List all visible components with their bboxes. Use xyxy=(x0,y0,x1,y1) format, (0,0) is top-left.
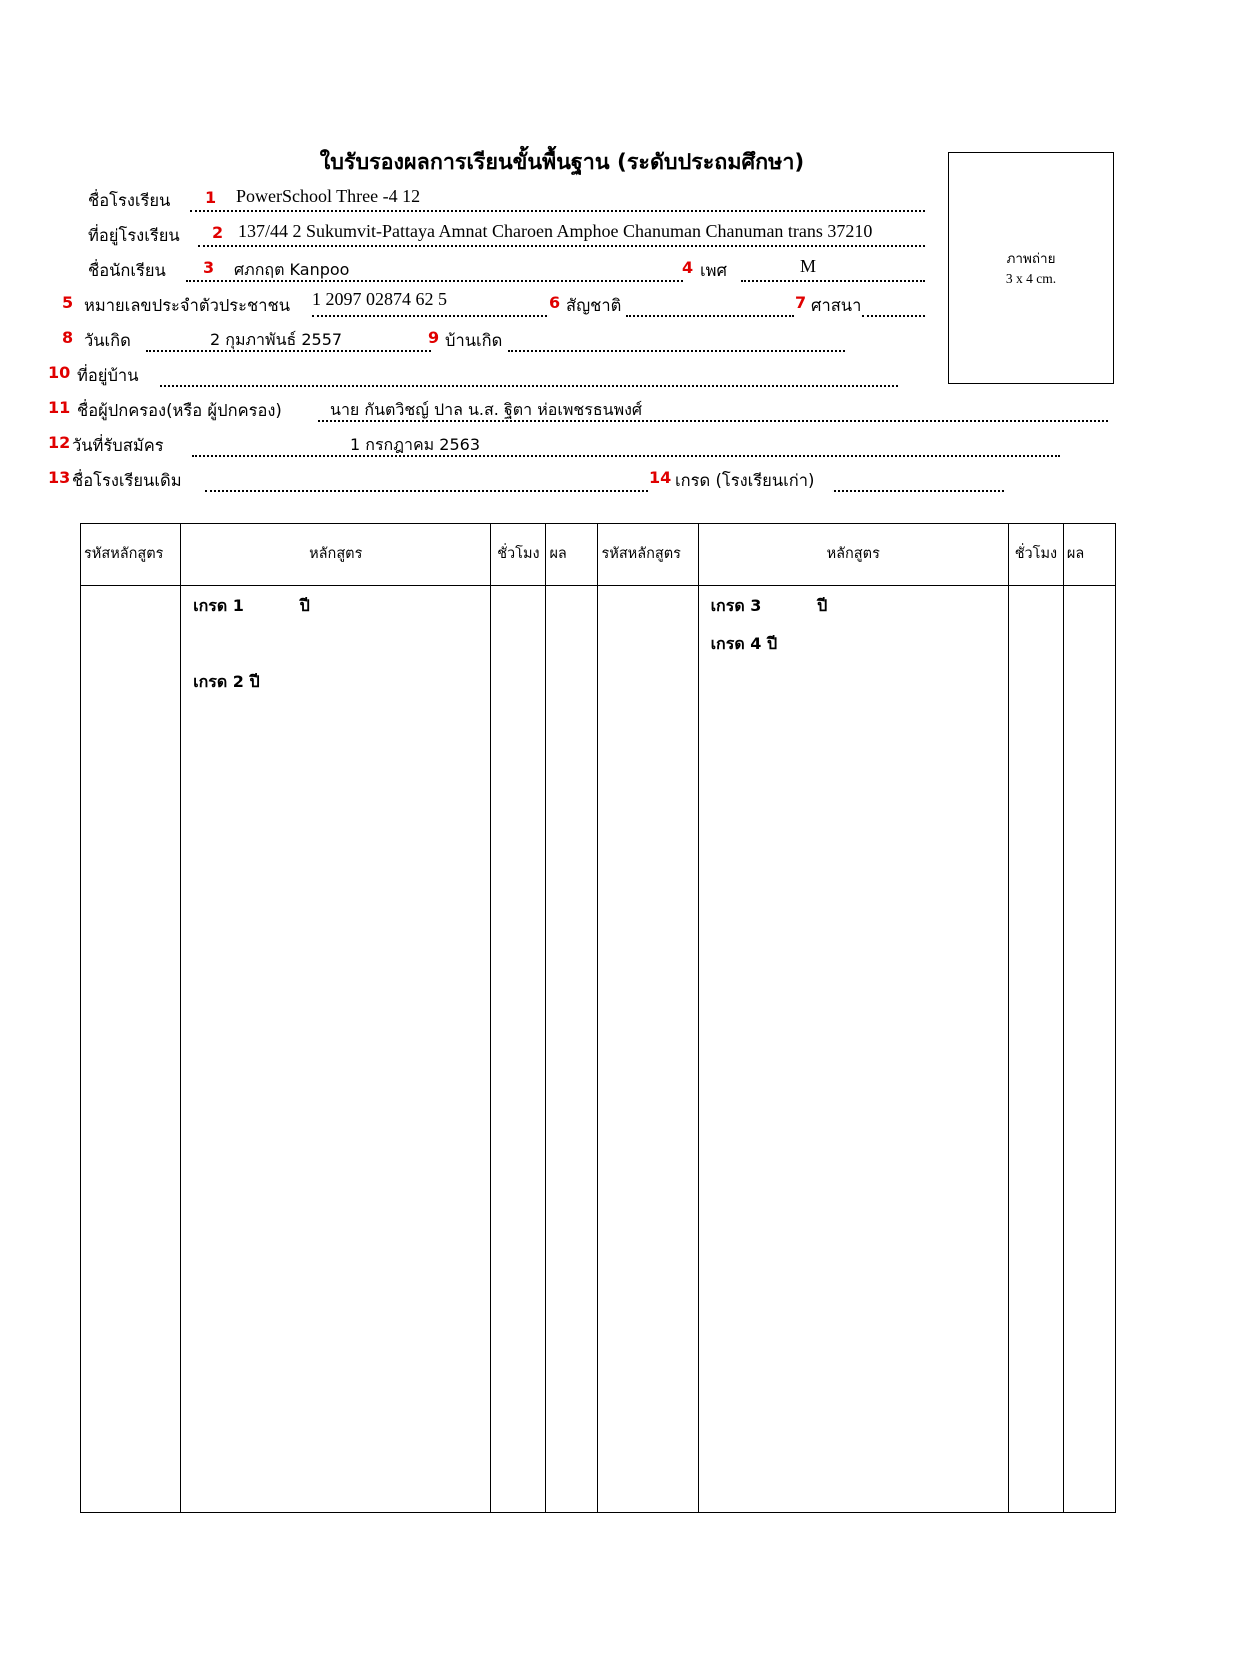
label-birthdate: วันเกิด xyxy=(84,331,131,350)
header-code-left xyxy=(81,524,181,586)
header-hours-right xyxy=(1008,524,1063,586)
label-gender: เพศ xyxy=(700,261,727,280)
list-item xyxy=(193,632,490,670)
dotted-line-school-address xyxy=(198,245,925,247)
header-result-left xyxy=(546,524,598,586)
cell-result-right[interactable] xyxy=(1063,586,1115,1513)
label-previous-grade: เกรด (โรงเรียนเก่า) xyxy=(675,471,815,490)
field-row-school-name xyxy=(0,188,1244,223)
header-course-right-label: หลักสูตร xyxy=(826,546,880,563)
label-school-name: ชื่อโรงเรียน xyxy=(88,191,171,210)
value-school-name[interactable]: PowerSchool Three -4 12 xyxy=(236,186,421,206)
value-guardian[interactable]: นาย กันตวิชญ์ ปาล น.ส. ฐิตา ห่อเพชรธนพงศ์ xyxy=(330,400,643,419)
header-course-right xyxy=(698,524,1008,586)
cell-code-left[interactable] xyxy=(81,586,181,1513)
courses-table xyxy=(80,523,1116,1513)
field-number-1: 1 xyxy=(205,188,217,207)
cell-hours-right[interactable] xyxy=(1008,586,1063,1513)
value-admission-date[interactable]: 1 กรกฎาคม 2563 xyxy=(350,435,481,454)
field-number-2: 2 xyxy=(212,223,224,242)
field-row-student-name xyxy=(0,258,1244,293)
field-number-3: 3 xyxy=(203,258,215,277)
header-hours-right-label: ชั่วโมง xyxy=(1014,546,1058,563)
field-row-guardian xyxy=(0,398,1244,433)
label-school-address: ที่อยู่โรงเรียน xyxy=(88,226,180,245)
course-list-left xyxy=(181,586,490,708)
label-previous-school: ชื่อโรงเรียนเดิม xyxy=(72,471,182,490)
field-row-admission-date xyxy=(0,433,1244,468)
header-result-right xyxy=(1063,524,1115,586)
field-number-11: 11 xyxy=(48,398,71,417)
list-item: เกรด 3 ปี xyxy=(710,596,828,615)
header-result-left-label: ผล xyxy=(549,546,567,563)
field-number-5: 5 xyxy=(62,293,74,312)
label-student-name: ชื่อนักเรียน xyxy=(88,261,166,280)
list-item: เกรด 2 ปี xyxy=(193,672,260,691)
dotted-line-religion xyxy=(862,315,925,317)
field-number-13: 13 xyxy=(48,468,71,487)
label-national-id: หมายเลขประจำตัวประชาชน xyxy=(84,296,290,315)
label-admission-date: วันที่รับสมัคร xyxy=(72,436,164,455)
field-number-4: 4 xyxy=(682,258,694,277)
dotted-line-nationality xyxy=(626,315,794,317)
cell-course-right[interactable] xyxy=(698,586,1008,1513)
label-home-address: ที่อยู่บ้าน xyxy=(77,366,139,385)
cell-hours-left[interactable] xyxy=(491,586,546,1513)
list-item: เกรด 4 ปี xyxy=(710,634,778,653)
value-national-id[interactable]: 1 2097 02874 62 5 xyxy=(312,289,447,309)
form-fields xyxy=(0,188,1244,503)
field-row-school-address xyxy=(0,223,1244,258)
table-header-row xyxy=(81,524,1116,586)
page-title: ใบรับรองผลการเรียนขั้นพื้นฐาน (ระดับประถมศึกษา) xyxy=(319,150,805,175)
field-number-6: 6 xyxy=(549,293,561,312)
dotted-line-home-address xyxy=(160,385,898,387)
list-item: เกรด 1 ปี xyxy=(193,596,310,615)
cell-code-right[interactable] xyxy=(598,586,698,1513)
header-hours-left-label: ชั่วโมง xyxy=(497,546,540,563)
value-gender[interactable]: M xyxy=(800,256,817,276)
field-number-7: 7 xyxy=(795,293,807,312)
dotted-line-previous-school xyxy=(205,490,648,492)
dotted-line-school-name xyxy=(190,210,925,212)
table-row xyxy=(81,586,1116,1513)
header-code-right xyxy=(598,524,698,586)
photo-label: ภาพถ่าย xyxy=(1006,251,1056,267)
value-school-address[interactable]: 137/44 2 Sukumvit-Pattaya Amnat Charoen Amphoe Chanuman Chanuman trans 37210 xyxy=(238,221,873,241)
value-student-name[interactable]: ศภกฤต Kanpoo xyxy=(234,260,350,279)
label-guardian: ชื่อผู้ปกครอง(หรือ ผู้ปกครอง) xyxy=(77,401,282,420)
header-code-left-label: รหัสหลักสูตร xyxy=(84,546,164,563)
cell-course-left[interactable] xyxy=(181,586,491,1513)
field-number-14: 14 xyxy=(649,468,672,487)
courses-table-body xyxy=(81,586,1116,1513)
photo-size-label: 3 x 4 cm. xyxy=(1005,271,1057,287)
header-course-left xyxy=(181,524,491,586)
header-course-left-label: หลักสูตร xyxy=(309,546,363,563)
dotted-line-previous-grade xyxy=(834,490,1004,492)
label-nationality: สัญชาติ xyxy=(566,296,622,315)
course-list-right xyxy=(699,586,1008,670)
cell-result-left[interactable] xyxy=(546,586,598,1513)
courses-table-header xyxy=(81,524,1116,586)
dotted-line-admission-date xyxy=(192,455,1060,457)
dotted-line-birthplace xyxy=(508,350,845,352)
dotted-line-gender xyxy=(741,280,925,282)
field-row-home-address xyxy=(0,363,1244,398)
header-result-right-label: ผล xyxy=(1066,546,1085,563)
label-birthplace: บ้านเกิด xyxy=(445,331,503,350)
field-number-9: 9 xyxy=(428,328,440,347)
value-birthdate[interactable]: 2 กุมภาพันธ์ 2557 xyxy=(210,330,343,349)
field-number-8: 8 xyxy=(62,328,74,347)
field-number-10: 10 xyxy=(48,363,71,382)
field-row-national-id xyxy=(0,289,1244,328)
label-religion: ศาสนา xyxy=(811,296,862,315)
field-number-12: 12 xyxy=(48,433,71,452)
field-row-previous-school xyxy=(0,468,1244,503)
header-code-right-label: รหัสหลักสูตร xyxy=(601,546,681,563)
field-row-birthdate xyxy=(0,328,1244,363)
dotted-line-national-id xyxy=(312,315,547,317)
header-hours-left xyxy=(491,524,546,586)
